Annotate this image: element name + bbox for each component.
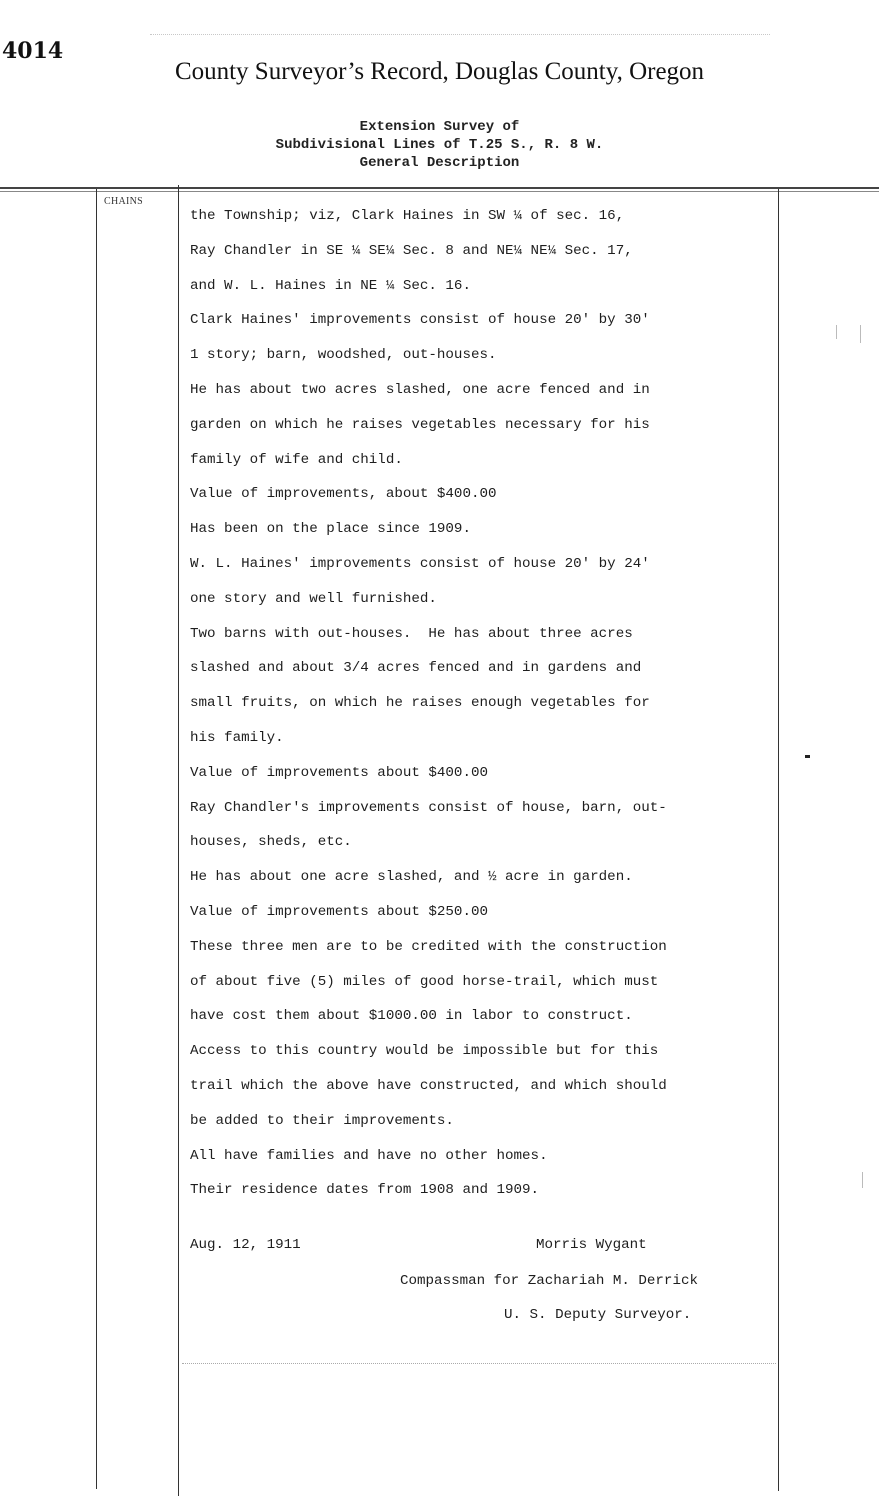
text-line: He has about two acres slashed, one acre fenced and in: [190, 381, 650, 398]
header-rule-thin: [0, 191, 879, 192]
signature-date: Aug. 12, 1911: [190, 1237, 301, 1253]
text-line: He has about one acre slashed, and ½ acre in garden.: [190, 869, 633, 886]
signature-role: Compassman for Zachariah M. Derrick: [400, 1273, 698, 1289]
bottom-dotted-rule: [182, 1363, 776, 1364]
text-line: have cost them about $1000.00 in labor to construct.: [190, 1008, 633, 1025]
subtitle-line-3: General Description: [359, 155, 520, 171]
ink-speck: [860, 325, 861, 343]
chains-column-line: [178, 185, 179, 1496]
text-line: and W. L. Haines in NE ¼ Sec. 16.: [190, 277, 471, 294]
text-line: family of wife and child.: [190, 451, 403, 468]
text-line: garden on which he raises vegetables necessary for his: [190, 416, 650, 433]
description-text: [190, 199, 780, 1208]
text-line: Their residence dates from 1908 and 1909.: [190, 1182, 540, 1199]
text-line: his family.: [190, 729, 284, 746]
ink-speck: [836, 325, 837, 339]
chains-column-label: CHAINS: [104, 196, 144, 207]
text-line: Value of improvements, about $400.00: [190, 486, 497, 503]
text-line: Ray Chandler in SE ¼ SE¼ Sec. 8 and NE¼ NE¼ Sec. 17,: [190, 242, 633, 259]
text-line: be added to their improvements.: [190, 1112, 454, 1129]
page-number: 4014: [2, 38, 64, 64]
text-line: These three men are to be credited with the construction: [190, 938, 667, 955]
record-title: County Surveyor’s Record, Douglas County, Oregon: [174, 58, 705, 85]
text-line: Access to this country would be impossible but for this: [190, 1043, 659, 1060]
text-line: houses, sheds, etc.: [190, 834, 352, 851]
text-line: All have families and have no other homes.: [190, 1147, 548, 1164]
text-line: trail which the above have constructed, and which should: [190, 1077, 667, 1094]
header-rule: [0, 187, 879, 189]
text-line: Two barns with out-houses. He has about three acres: [190, 625, 633, 642]
signature-name: Morris Wygant: [536, 1237, 647, 1253]
text-line: the Township; viz, Clark Haines in SW ¼ of sec. 16,: [190, 208, 625, 224]
text-line: Clark Haines' improvements consist of house 20' by 30': [190, 312, 650, 329]
text-line: one story and well furnished.: [190, 590, 437, 607]
text-line: small fruits, on which he raises enough vegetables for: [190, 695, 650, 712]
text-line: Value of improvements about $400.00: [190, 764, 488, 781]
top-dotted-rule: [150, 34, 770, 35]
text-line: W. L. Haines' improvements consist of house 20' by 24': [190, 555, 650, 572]
ink-speck: [862, 1172, 863, 1188]
text-line: 1 story; barn, woodshed, out-houses.: [190, 347, 497, 364]
text-line: of about five (5) miles of good horse-trail, which must: [190, 973, 659, 990]
text-line: Has been on the place since 1909.: [190, 521, 471, 538]
ink-speck: [805, 755, 810, 758]
text-line: Ray Chandler's improvements consist of house, barn, out-: [190, 799, 667, 816]
subtitle-line-1: Extension Survey of: [359, 119, 520, 135]
subtitle-line-2: Subdivisional Lines of T.25 S., R. 8 W.: [275, 137, 604, 153]
left-margin-line: [96, 189, 97, 1489]
text-line: Value of improvements about $250.00: [190, 903, 488, 920]
text-line: slashed and about 3/4 acres fenced and in gardens and: [190, 660, 642, 677]
survey-subtitle: [0, 118, 879, 172]
signature-title: U. S. Deputy Surveyor.: [504, 1307, 692, 1323]
